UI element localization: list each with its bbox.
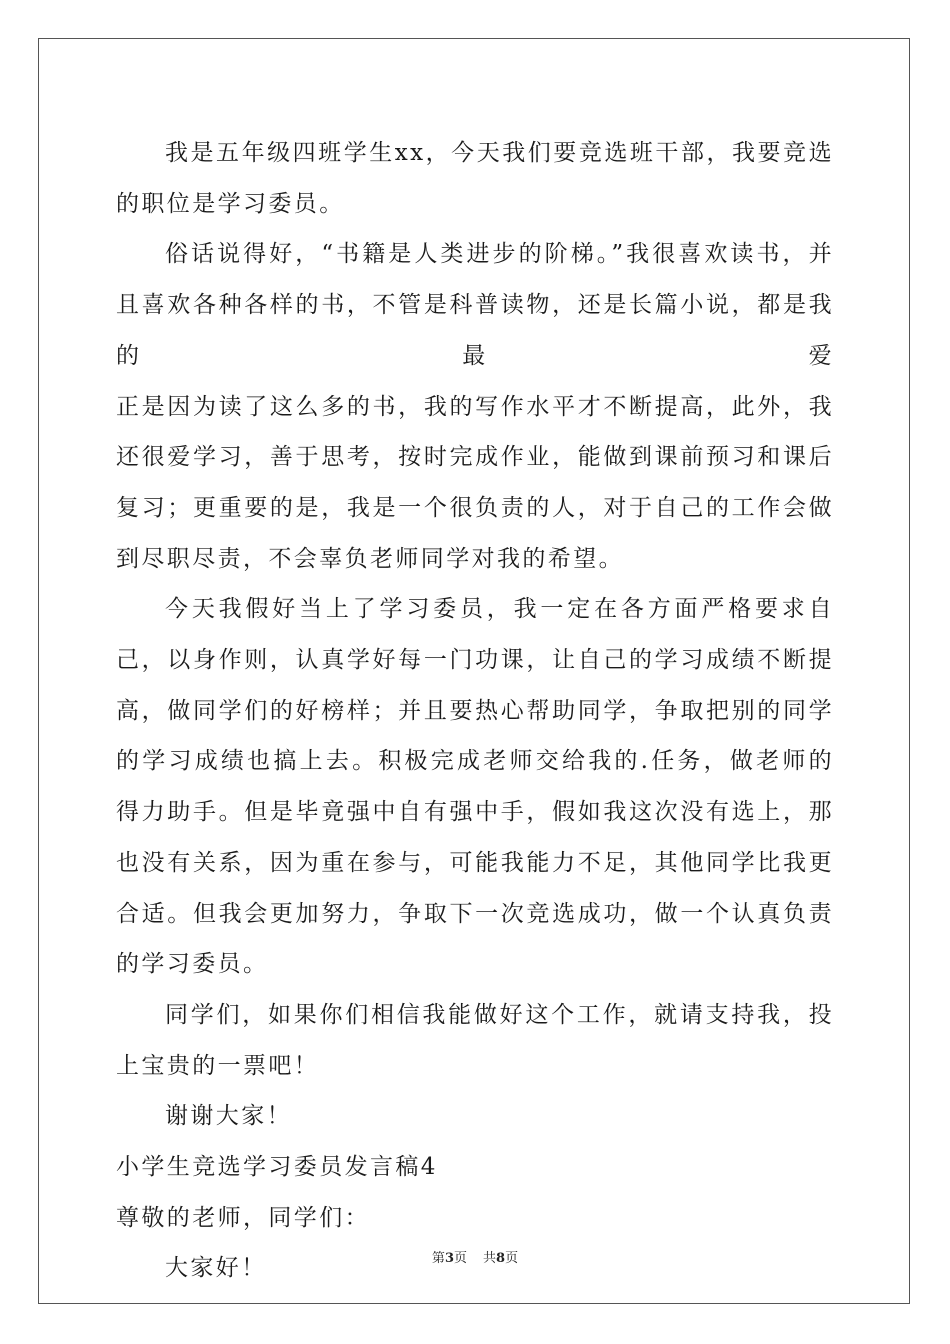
page-number-current: 3 bbox=[444, 1251, 454, 1266]
page-number-suffix: 页 bbox=[453, 1251, 467, 1266]
page-total-count: 8 bbox=[496, 1251, 506, 1266]
paragraph-1: 我是五年级四班学生xx，今天我们要竞选班干部，我要竞选的职位是学习委员。 bbox=[116, 140, 834, 217]
greeting: 大家好！ bbox=[165, 1255, 267, 1282]
page-total-suffix: 页 bbox=[505, 1251, 519, 1266]
section-title: 小学生竞选学习委员发言稿4 bbox=[116, 1154, 438, 1181]
paragraph-3: 正是因为读了这么多的书，我的写作水平才不断提高，此外，我还很爱学习，善于思考，按时完成作业，能做到课前预习和课后复习；更重要的是，我是一个很负责的人，对于自己的工作会做到尽职尽责，不会辜负老师同学对我的希望。 bbox=[116, 393, 834, 572]
page-total-prefix: 共 bbox=[483, 1251, 497, 1266]
paragraph-5: 同学们，如果你们相信我能做好这个工作，就请支持我，投上宝贵的一票吧！ bbox=[116, 1001, 834, 1079]
page-footer bbox=[0, 1247, 950, 1266]
page-number-prefix: 第 bbox=[431, 1251, 445, 1266]
salutation: 尊敬的老师，同学们： bbox=[116, 1204, 370, 1231]
document-body bbox=[116, 128, 834, 1294]
paragraph-4: 今天我假好当上了学习委员，我一定在各方面严格要求自己，以身作则，认真学好每一门功课，让自己的学习成绩不断提高，做同学们的好榜样；并且要热心帮助同学，争取把别的同学的学习成绩也搞上去。积极完成老师交给我的.任务，做老师的得力助手。但是毕竟强中自有强中手，假如我这次没有选上，那也没有关系，因为重在参与，可能我能力不足，其他同学比我更合适。但我会更加努力，争取下一次竞选成功，做一个认真负责的学习委员。 bbox=[116, 596, 834, 978]
paragraph-2: 俗话说得好，“书籍是人类进步的阶梯。”我很喜欢读书，并且喜欢各种各样的书，不管是科普读物，还是长篇小说，都是我的最爱 bbox=[116, 241, 834, 369]
closing-thanks: 谢谢大家！ bbox=[165, 1103, 292, 1130]
